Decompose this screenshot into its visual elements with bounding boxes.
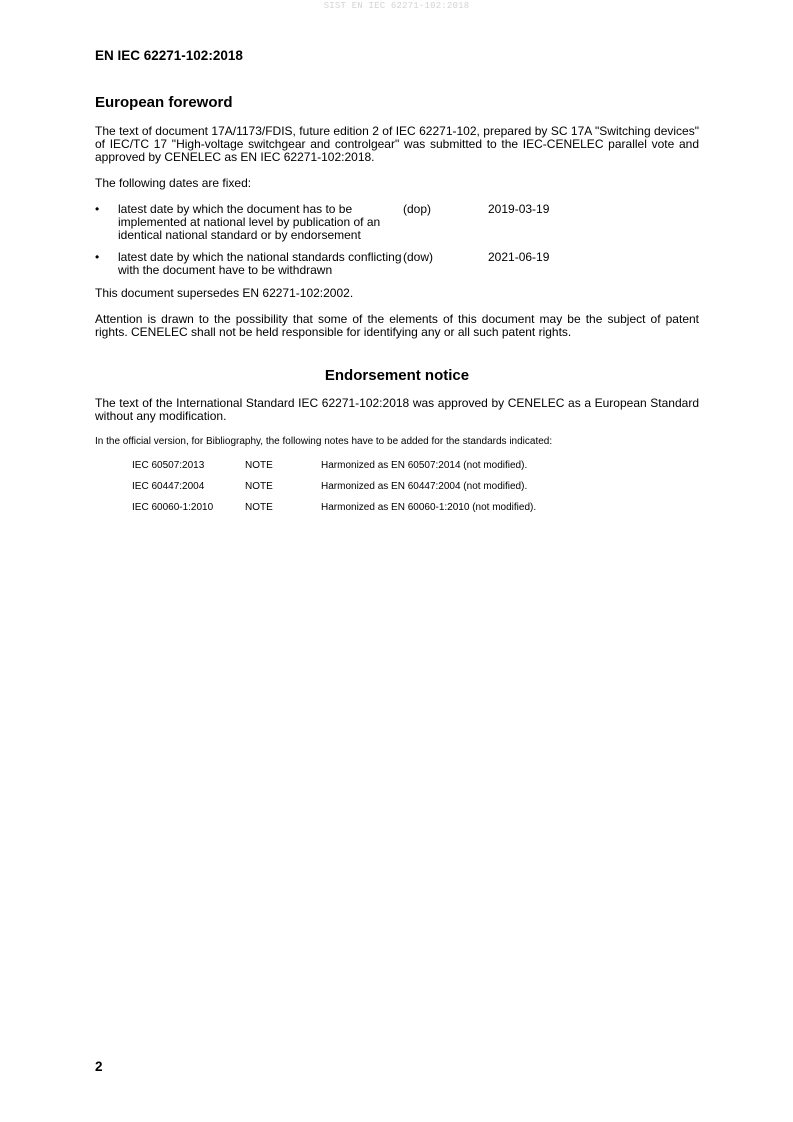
note-standard: IEC 60447:2004 [132, 481, 205, 492]
note-text: Harmonized as EN 60447:2004 (not modified). [321, 481, 528, 492]
note-row [132, 481, 699, 493]
bibliography-notes [132, 460, 699, 514]
note-label: NOTE [245, 460, 273, 471]
date-code: (dop) [403, 202, 432, 216]
date-item-dop [95, 203, 699, 242]
patent-attention: Attention is drawn to the possibility that some of the elements of this document may be the subject of patent rights. CENELEC shall not be held responsible for identifying any or all such patent rights. [95, 312, 699, 339]
dates-list [95, 203, 699, 277]
date-description: latest date by which the document has to be implemented at national level by publication of an identical national standard or by endorsement [118, 202, 381, 242]
date-item-dow [95, 251, 699, 277]
note-label: NOTE [245, 502, 273, 513]
foreword-paragraph: The text of document 17A/1173/FDIS, future edition 2 of IEC 62271-102, prepared by SC 17A "Switching devices" of IEC/TC 17 "High-voltage switchgear and controlgear" was submitted to the IEC-CENELEC parallel vote and approved by CENELEC as EN IEC 62271-102:2018. [95, 124, 699, 164]
note-standard: IEC 60060-1:2010 [132, 502, 214, 513]
endorsement-title: Endorsement notice [324, 367, 470, 384]
foreword-title: European foreword [95, 94, 233, 111]
dates-intro: The following dates are fixed: [95, 176, 252, 190]
date-code: (dow) [403, 250, 434, 264]
document-id: EN IEC 62271-102:2018 [95, 48, 243, 63]
watermark: SIST EN IEC 62271-102:2018 [323, 1, 470, 11]
bullet-icon: • [95, 250, 100, 264]
note-text: Harmonized as EN 60060-1:2010 (not modified). [321, 502, 537, 513]
page-content [95, 94, 699, 523]
note-row [132, 502, 699, 514]
date-value: 2021-06-19 [488, 250, 550, 264]
bibliography-intro: In the official version, for Bibliography, the following notes have to be added for the standards indicated: [95, 436, 553, 447]
note-text: Harmonized as EN 60507:2014 (not modified). [321, 460, 528, 471]
note-standard: IEC 60507:2013 [132, 460, 205, 471]
bullet-icon: • [95, 202, 100, 216]
page-number: 2 [95, 1059, 103, 1074]
date-value: 2019-03-19 [488, 202, 550, 216]
note-label: NOTE [245, 481, 273, 492]
supersedes-statement: This document supersedes EN 62271-102:2002. [95, 286, 354, 300]
endorsement-text: The text of the International Standard IEC 62271-102:2018 was approved by CENELEC as a European Standard without any modification. [95, 396, 699, 423]
note-row [132, 460, 699, 472]
date-description: latest date by which the national standards conflicting with the document have to be withdrawn [118, 250, 402, 277]
